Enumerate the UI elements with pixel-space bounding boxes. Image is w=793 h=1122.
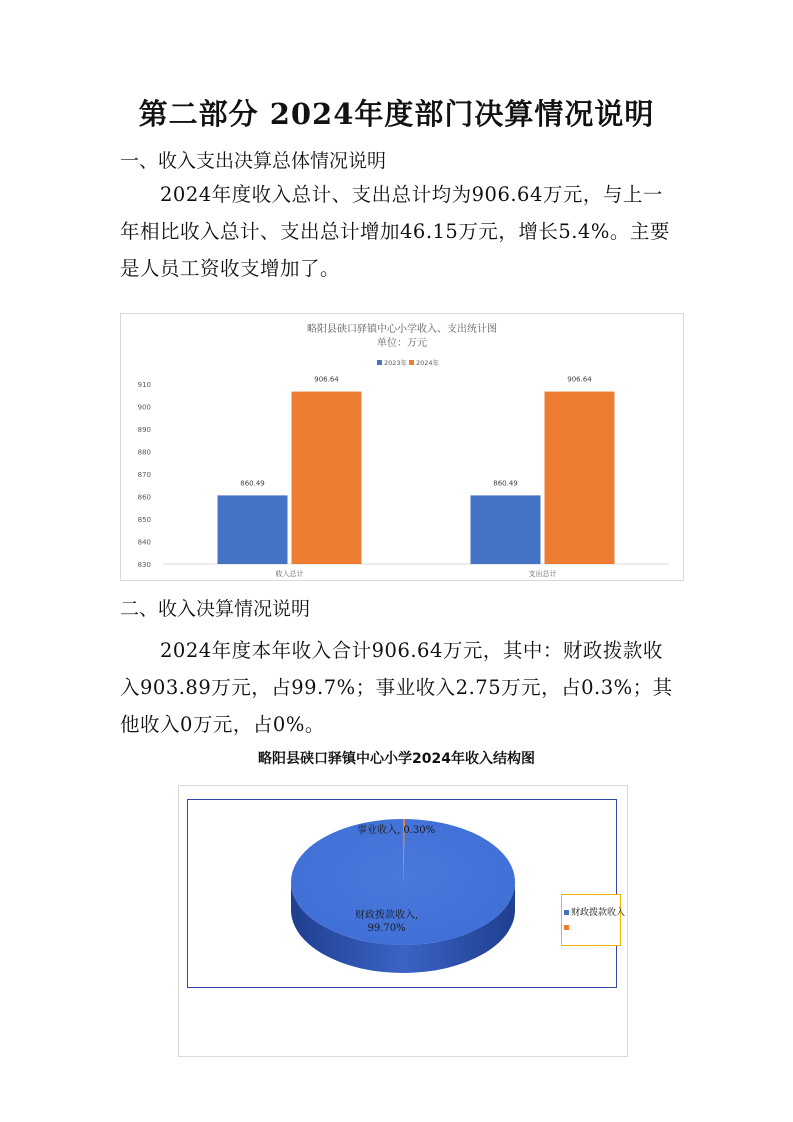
income-text: 2024年度本年收入合计906.64万元，其中：财政拨款收入903.89万元，占99.7%；事业收入2.75万元，占0.3%；其他收入0万元，占0%。 <box>120 639 673 736</box>
legend-label: 2023年 <box>384 359 408 367</box>
legend-swatch <box>377 360 382 365</box>
page-title: 第二部分 2024年度部门决算情况说明 <box>138 97 655 131</box>
bar-chart-svg <box>121 314 683 580</box>
y-tick-label: 830 <box>137 561 151 569</box>
overview-text: 2024年度收入总计、支出总计均为906.64万元，与上一年相比收入总计、支出总计增加46.15万元，增长5.4%。主要是人员工资收支增加了。 <box>120 183 670 280</box>
bar-data-label: 860.49 <box>493 479 518 488</box>
bar-chart <box>120 313 684 581</box>
pie-label-caizheng <box>355 909 418 935</box>
x-tick-label: 收入总计 <box>275 570 304 578</box>
legend-label: 财政拨款收入 <box>571 908 626 918</box>
y-tick-label: 880 <box>137 448 151 457</box>
pie-label-line: 99.70% <box>367 923 406 934</box>
y-tick-label: 910 <box>137 381 151 389</box>
pie-chart-heading: 略阳县硖口驿镇中心小学2024年收入结构图 <box>258 751 535 767</box>
x-tick-label: 支出总计 <box>528 570 557 578</box>
bar-2023年-收入总计 <box>218 495 288 564</box>
y-tick-label: 850 <box>137 516 151 524</box>
legend-label: 2024年 <box>416 359 440 367</box>
bar-data-label: 906.64 <box>567 375 592 384</box>
bar-data-label: 860.49 <box>240 479 265 488</box>
legend-swatch <box>564 910 569 915</box>
section-heading-income: 二、收入决算情况说明 <box>120 598 311 620</box>
pie-chart <box>178 785 628 1057</box>
y-tick-label: 900 <box>137 403 151 412</box>
bar-2024年-收入总计 <box>292 392 362 564</box>
bar-2024年-支出总计 <box>545 392 615 564</box>
pie-label-shiye: 事业收入, 0.30% <box>357 825 436 836</box>
section-paragraph-overview <box>120 176 680 287</box>
legend-swatch <box>409 360 414 365</box>
pie-legend-item-0 <box>564 905 625 918</box>
bar-chart-title: 略阳县硖口驿镇中心小学收入、支出统计图 <box>307 324 497 335</box>
legend-swatch <box>564 925 569 930</box>
y-tick-label: 840 <box>137 538 151 547</box>
section-heading-income-expense-overview: 一、收入支出决算总体情况说明 <box>120 150 387 172</box>
pie-label-line: 财政拨款收入, <box>355 910 419 921</box>
section-paragraph-income <box>120 632 680 743</box>
y-tick-label: 870 <box>137 471 151 479</box>
pie-legend <box>561 894 626 946</box>
bar-chart-bars <box>218 376 615 564</box>
bar-data-label: 906.64 <box>314 375 339 384</box>
bar-chart-legend <box>377 358 440 367</box>
bar-chart-x-axis <box>276 569 557 578</box>
bar-chart-subtitle: 单位：万元 <box>377 338 427 349</box>
y-tick-label: 860 <box>137 493 151 502</box>
pie-slices <box>291 819 515 973</box>
bar-2023年-支出总计 <box>471 495 541 564</box>
y-tick-label: 890 <box>137 426 151 434</box>
pie-legend-item-1 <box>564 923 571 933</box>
